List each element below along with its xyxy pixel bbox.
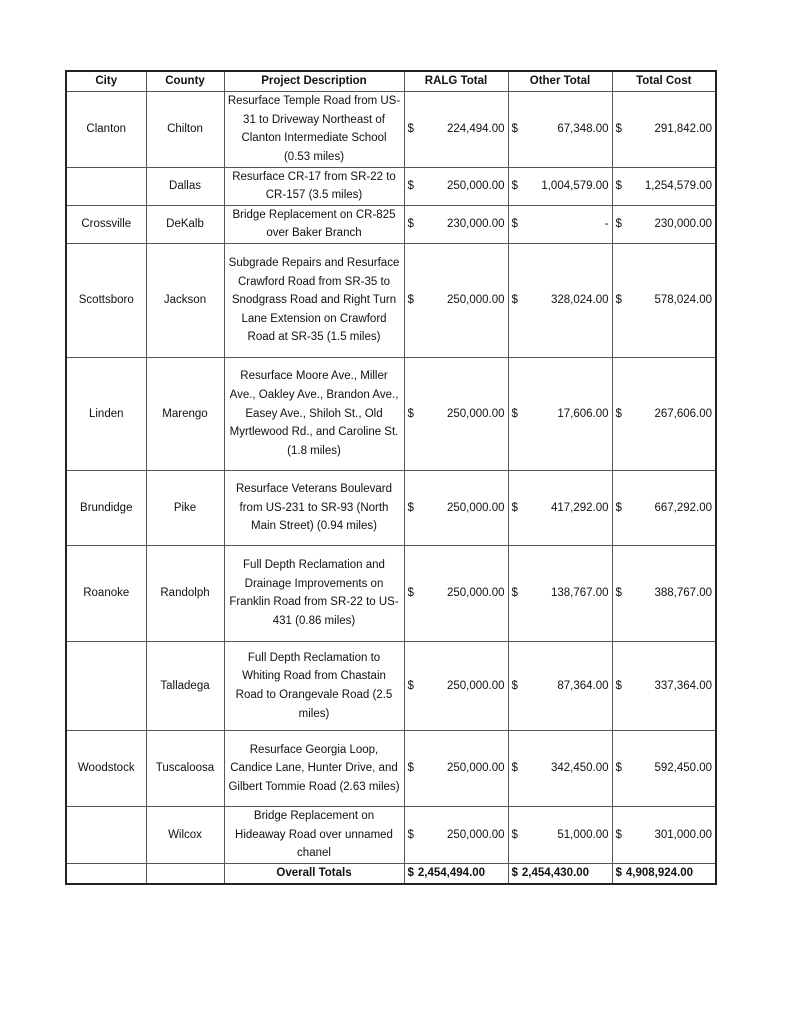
table-row [66,641,716,730]
city-cell [66,806,146,863]
currency-symbol: $ [407,762,414,775]
header-ralg-total: RALG Total [404,71,508,91]
ralg-cell [404,806,508,863]
total-value: 578,024.00 [654,294,712,307]
total-cell [612,730,716,806]
county-cell: Chilton [146,91,224,167]
description-cell: Subgrade Repairs and Resurface Crawford Road from SR-35 to Snodgrass Road and Right Turn Lane Extension on Crawford Road at SR-35 (1.5 miles) [224,243,404,357]
table-row [66,91,716,167]
ralg-cell [404,167,508,205]
ralg-value: 230,000.00 [446,218,505,231]
currency-symbol: $ [511,179,518,192]
total-value: 301,000.00 [654,828,712,841]
currency-symbol: $ [407,679,414,692]
other-cell [508,167,612,205]
total-cell [612,91,716,167]
description-cell: Resurface Moore Ave., Miller Ave., Oakley Ave., Brandon Ave., Easey Ave., Shiloh St., Old Myrtlewood Rd., and Caroline St. (1.8 miles) [224,357,404,470]
currency-symbol: $ [511,828,518,841]
total-value: 267,606.00 [654,407,712,420]
currency-symbol: $ [511,294,518,307]
currency-symbol: $ [407,866,414,879]
other-cell [508,470,612,545]
ralg-cell [404,545,508,641]
total-value: 291,842.00 [654,122,712,135]
description-cell: Resurface CR-17 from SR-22 to CR-157 (3.5 miles) [224,167,404,205]
currency-symbol: $ [511,407,518,420]
currency-symbol: $ [407,122,414,135]
table-row [66,357,716,470]
ralg-cell [404,470,508,545]
description-cell: Resurface Veterans Boulevard from US-231 to SR-93 (North Main Street) (0.94 miles) [224,470,404,545]
currency-symbol: $ [407,294,414,307]
ralg-value: 250,000.00 [446,587,505,600]
description-cell: Bridge Replacement on CR-825 over Baker Branch [224,205,404,243]
table-row [66,730,716,806]
currency-symbol: $ [615,122,622,135]
total-value: 388,767.00 [654,587,712,600]
ralg-cell [404,730,508,806]
currency-symbol: $ [615,762,622,775]
other-value: 87,364.00 [557,679,609,692]
county-cell: Talladega [146,641,224,730]
total-value: 1,254,579.00 [644,179,712,192]
other-value: 417,292.00 [550,501,609,514]
other-value: 67,348.00 [557,122,609,135]
city-cell: Scottsboro [66,243,146,357]
table-row [66,205,716,243]
other-cell [508,91,612,167]
ralg-cell [404,243,508,357]
currency-symbol: $ [615,866,622,879]
other-cell [508,357,612,470]
city-cell: Woodstock [66,730,146,806]
currency-symbol: $ [615,294,622,307]
city-cell [66,167,146,205]
total-value: 337,364.00 [654,679,712,692]
header-row [66,71,716,91]
header-city: City [66,71,146,91]
county-cell: Jackson [146,243,224,357]
city-cell: Linden [66,357,146,470]
description-cell: Full Depth Reclamation and Drainage Improvements on Franklin Road from SR-22 to US-431 (0.86 miles) [224,545,404,641]
currency-symbol: $ [407,587,414,600]
other-cell [508,205,612,243]
currency-symbol: $ [511,762,518,775]
city-cell: Crossville [66,205,146,243]
totals-total-value: 4,908,924.00 [625,866,694,879]
ralg-value: 250,000.00 [446,407,505,420]
currency-symbol: $ [615,407,622,420]
table-body [66,91,716,863]
county-cell: Wilcox [146,806,224,863]
currency-symbol: $ [511,218,518,231]
ralg-cell [404,357,508,470]
table-row [66,806,716,863]
ralg-cell [404,205,508,243]
totals-ralg-value: 2,454,494.00 [417,866,486,879]
totals-ralg [404,863,508,883]
ralg-value: 250,000.00 [446,828,505,841]
currency-symbol: $ [615,179,622,192]
currency-symbol: $ [511,679,518,692]
totals-row [66,863,716,883]
other-value: 328,024.00 [550,294,609,307]
header-other-total: Other Total [508,71,612,91]
currency-symbol: $ [511,866,518,879]
description-cell: Full Depth Reclamation to Whiting Road from Chastain Road to Orangevale Road (2.5 miles) [224,641,404,730]
other-cell [508,806,612,863]
currency-symbol: $ [511,501,518,514]
currency-symbol: $ [407,501,414,514]
totals-city-cell [66,863,146,883]
totals-other [508,863,612,883]
ralg-value: 250,000.00 [446,501,505,514]
totals-total [612,863,716,883]
currency-symbol: $ [407,407,414,420]
table-row [66,243,716,357]
totals-other-value: 2,454,430.00 [521,866,590,879]
total-cell [612,545,716,641]
totals-label: Overall Totals [224,863,404,883]
table-row [66,545,716,641]
description-cell: Resurface Temple Road from US-31 to Driveway Northeast of Clanton Intermediate School (0.53 miles) [224,91,404,167]
total-cell [612,205,716,243]
total-value: 592,450.00 [654,762,712,775]
city-cell: Roanoke [66,545,146,641]
totals-county-cell [146,863,224,883]
total-cell [612,806,716,863]
county-cell: DeKalb [146,205,224,243]
table-row [66,167,716,205]
ralg-value: 250,000.00 [446,179,505,192]
total-value: 230,000.00 [654,218,712,231]
description-cell: Resurface Georgia Loop, Candice Lane, Hunter Drive, and Gilbert Tommie Road (2.63 miles) [224,730,404,806]
header-description: Project Description [224,71,404,91]
other-cell [508,641,612,730]
county-cell: Randolph [146,545,224,641]
county-cell: Dallas [146,167,224,205]
total-cell [612,641,716,730]
currency-symbol: $ [511,587,518,600]
city-cell: Brundidge [66,470,146,545]
county-cell: Marengo [146,357,224,470]
other-cell [508,730,612,806]
ralg-cell [404,641,508,730]
other-value: 17,606.00 [557,407,609,420]
currency-symbol: $ [615,218,622,231]
ralg-cell [404,91,508,167]
total-cell [612,243,716,357]
ralg-value: 224,494.00 [446,122,505,135]
other-value: 138,767.00 [550,587,609,600]
project-funding-table [65,70,717,885]
currency-symbol: $ [615,501,622,514]
other-value: - [604,218,609,231]
county-cell: Pike [146,470,224,545]
currency-symbol: $ [615,679,622,692]
currency-symbol: $ [407,828,414,841]
county-cell: Tuscaloosa [146,730,224,806]
city-cell: Clanton [66,91,146,167]
other-cell [508,243,612,357]
other-value: 1,004,579.00 [541,179,609,192]
ralg-value: 250,000.00 [446,762,505,775]
ralg-value: 250,000.00 [446,294,505,307]
currency-symbol: $ [407,179,414,192]
other-cell [508,545,612,641]
total-cell [612,167,716,205]
currency-symbol: $ [511,122,518,135]
total-value: 667,292.00 [654,501,712,514]
total-cell [612,470,716,545]
currency-symbol: $ [615,828,622,841]
currency-symbol: $ [407,218,414,231]
header-total-cost: Total Cost [612,71,716,91]
currency-symbol: $ [615,587,622,600]
ralg-value: 250,000.00 [446,679,505,692]
city-cell [66,641,146,730]
other-value: 51,000.00 [557,828,609,841]
table-row [66,470,716,545]
total-cell [612,357,716,470]
header-county: County [146,71,224,91]
description-cell: Bridge Replacement on Hideaway Road over unnamed chanel [224,806,404,863]
other-value: 342,450.00 [550,762,609,775]
